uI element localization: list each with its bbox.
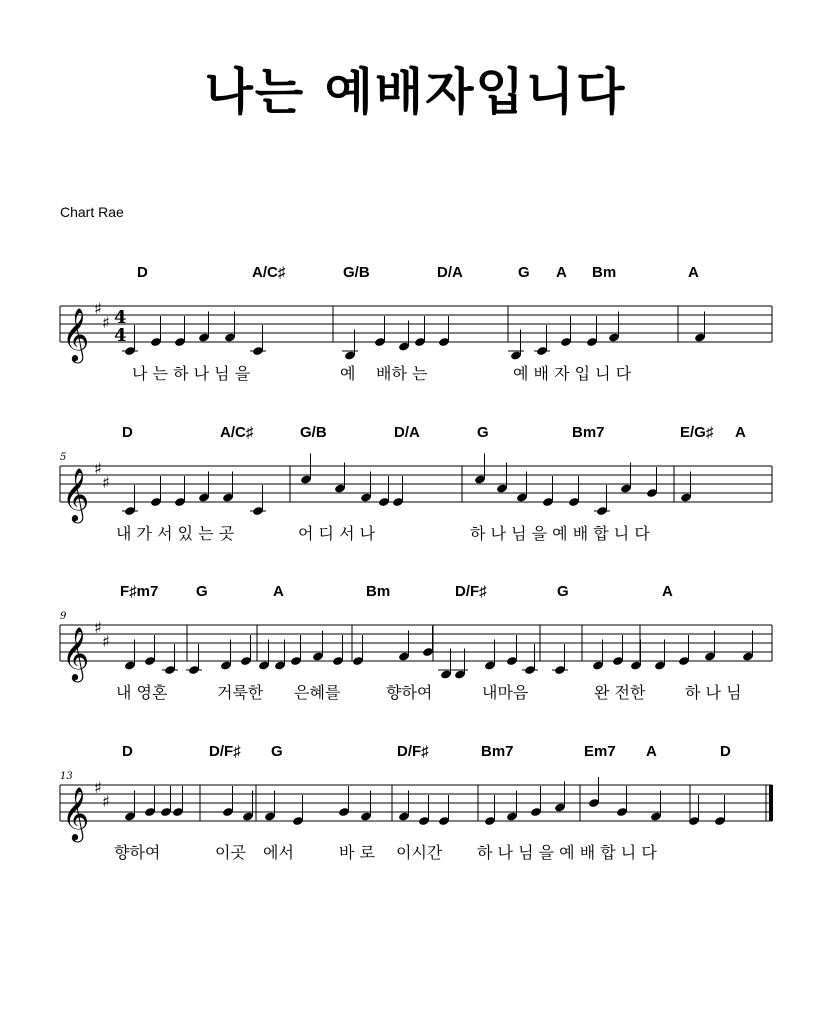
sharp-icon: ♯ [102,473,110,492]
chord-symbol: D/F♯ [455,583,487,600]
lyric-line: 에서 [263,843,294,862]
arranger-credit: Chart Rae [60,204,124,220]
staff [0,735,831,905]
chord-symbol: D [137,264,148,281]
lyric-line: 완 전한 [594,683,646,702]
staff-system-1 [0,256,831,426]
chord-symbol: A [735,424,746,441]
chord-symbol: A [688,264,699,281]
staff-system-2 [0,416,831,586]
lyric-line: 내 영혼 [116,683,168,702]
lyric-line: 향하여 [114,843,161,862]
staff [0,575,831,745]
sharp-icon: ♯ [102,792,110,811]
chord-symbol: A/C♯ [252,264,286,281]
lyric-line: 내마음 [482,683,529,702]
staff [0,416,831,586]
sharp-icon: ♯ [102,632,110,651]
lyric-line: 이시간 [396,843,443,862]
chord-symbol: G [271,743,283,760]
sharp-icon: ♯ [94,618,102,637]
lyric-line: 내 가 서 있 는 곳 [116,524,235,543]
chord-symbol: G/B [343,264,370,281]
lyric-line: 예 [340,364,356,383]
chord-symbol: D [122,424,133,441]
chord-symbol: G [518,264,530,281]
chord-symbol: A [646,743,657,760]
staff [0,256,831,426]
chord-symbol: Bm7 [481,743,514,760]
chord-symbol: A [556,264,567,281]
chord-symbol: D [122,743,133,760]
chord-symbol: D/A [437,264,463,281]
chord-symbol: A/C♯ [220,424,254,441]
treble-clef-icon: 𝄞 [62,307,90,361]
chord-symbol: F♯m7 [120,583,159,600]
treble-clef-icon: 𝄞 [62,626,90,680]
lyric-line: 예 배 자 입 니 다 [513,364,632,383]
chord-symbol: D [720,743,731,760]
chord-symbol: D/F♯ [209,743,241,760]
lyric-line: 이곳 [215,843,246,862]
lyric-line: 나 는 하 나 님 을 [132,364,251,383]
staff-system-3 [0,575,831,745]
lyric-line: 바 로 [339,843,375,862]
lyric-line: 거룩한 [217,683,264,702]
lyric-line: 향하여 [386,683,433,702]
lyric-line: 어 디 서 나 [298,524,376,543]
treble-clef-icon: 𝄞 [62,467,90,521]
chord-symbol: Bm [366,583,391,600]
chord-symbol: G [196,583,208,600]
chord-symbol: Bm [592,264,617,281]
chord-symbol: G [557,583,569,600]
chord-symbol: D/F♯ [397,743,429,760]
staff-system-4 [0,735,831,905]
lyric-line: 은혜를 [294,683,341,702]
lyric-line: 하 나 님 을 예 배 합 니 다 [477,843,657,862]
chord-symbol: E/G♯ [680,424,714,441]
time-signature-bottom: 4 [114,325,127,346]
lyric-line: 하 나 님 을 예 배 합 니 다 [470,524,650,543]
measure-number: 9 [60,611,67,622]
lyric-line: 배하 는 [376,364,428,383]
chord-symbol: G/B [300,424,327,441]
treble-clef-icon: 𝄞 [62,786,90,840]
measure-number: 13 [60,771,73,782]
chord-symbol: A [662,583,673,600]
sharp-icon: ♯ [94,459,102,478]
lyric-line: 하 나 님 [685,683,742,702]
song-title: 나는 예배자입니다 [204,63,627,121]
chord-symbol: G [477,424,489,441]
sharp-icon: ♯ [94,299,102,318]
sharp-icon: ♯ [102,313,110,332]
chord-symbol: A [273,583,284,600]
time-signature-top: 4 [114,307,127,328]
final-barline [769,785,773,821]
chord-symbol: Bm7 [572,424,605,441]
measure-number: 5 [60,452,67,463]
chord-symbol: D/A [394,424,420,441]
chord-symbol: Em7 [584,743,616,760]
sharp-icon: ♯ [94,778,102,797]
